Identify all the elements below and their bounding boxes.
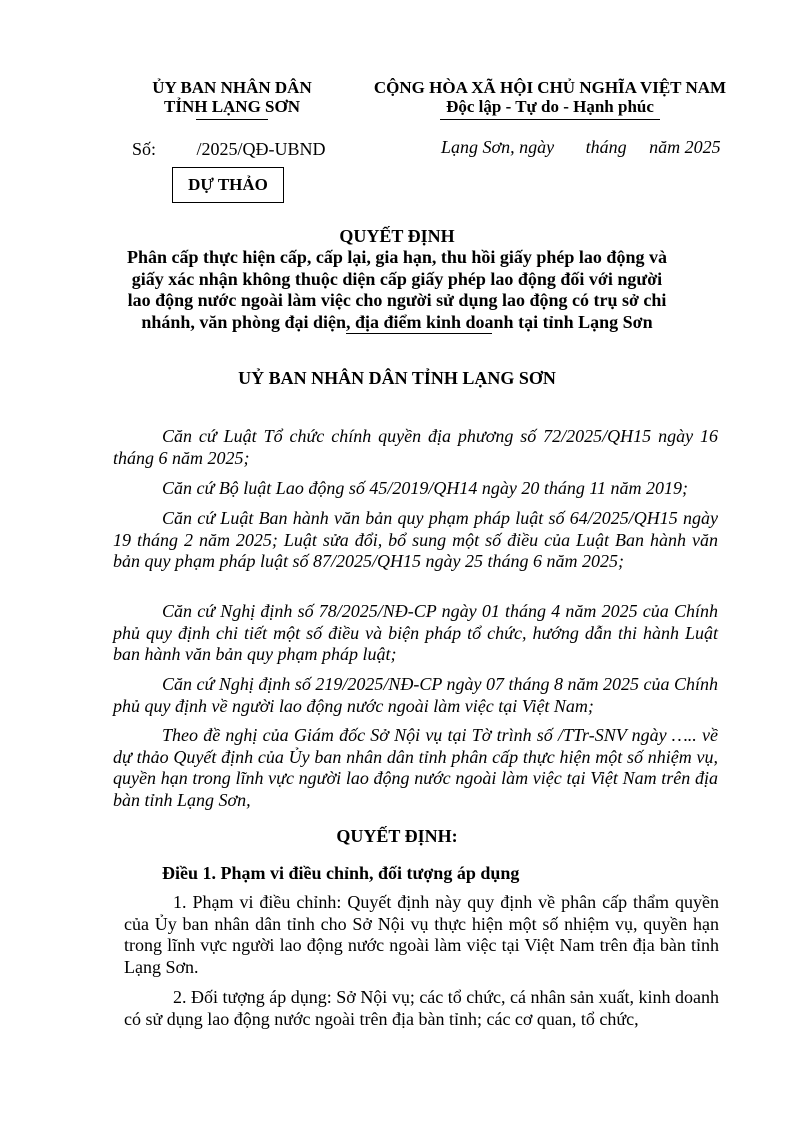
- place-date: Lạng Sơn, ngày tháng năm 2025: [441, 137, 721, 157]
- draft-badge: DỰ THẢO: [172, 167, 284, 203]
- motto-underline: [440, 119, 660, 120]
- issuer-heading: UỶ BAN NHÂN DÂN TỈNH LẠNG SƠN: [238, 368, 556, 388]
- subject-underline: [346, 333, 492, 334]
- nation-motto: Độc lập - Tự do - Hạnh phúc: [446, 97, 654, 116]
- proposal-basis: Theo đề nghị của Giám đốc Sở Nội vụ tại Tờ trình số /TTr-SNV ngày ….. về dự thảo Quyết định của Ủy ban nhân dân tỉnh phân cấp thực hiện một số nhiệm vụ, quyền hạn trong lĩnh vực người lao động nước ngoài làm việc tại Việt Nam trên địa bàn tỉnh Lạng Sơn,: [113, 725, 718, 810]
- agency-name-line2: TỈNH LẠNG SƠN: [163, 97, 301, 116]
- article-1-clause-2: 2. Đối tượng áp dụng: Sở Nội vụ; các tổ chức, cá nhân sản xuất, kinh doanh có sử dụng lao động nước ngoài trên địa bàn tỉnh; các cơ quan, tổ chức,: [124, 987, 719, 1029]
- legal-basis-item: Căn cứ Nghị định số 219/2025/NĐ-CP ngày 07 tháng 8 năm 2025 của Chính phủ quy định về người lao động nước ngoài làm việc tại Việt Nam;: [113, 674, 718, 716]
- decide-heading: QUYẾT ĐỊNH:: [336, 826, 458, 846]
- legal-basis-item: Căn cứ Bộ luật Lao động số 45/2019/QH14 ngày 20 tháng 11 năm 2019;: [162, 478, 688, 498]
- decision-title: QUYẾT ĐỊNH: [339, 226, 455, 246]
- agency-underline: [196, 119, 268, 120]
- decision-subject: Phân cấp thực hiện cấp, cấp lại, gia hạn, thu hồi giấy phép lao động và giấy xác nhận không thuộc diện cấp giấy phép lao động đối với người lao động nước ngoài làm việc cho người sử dụng lao động có trụ sở chi nhánh, văn phòng đại diện, địa điểm kinh doanh tại tỉnh Lạng Sơn: [127, 247, 667, 332]
- document-number: Số: /2025/QĐ-UBND: [132, 139, 326, 159]
- legal-basis-item: Căn cứ Luật Tổ chức chính quyền địa phương số 72/2025/QH15 ngày 16 tháng 6 năm 2025;: [113, 426, 718, 468]
- legal-basis-item: Căn cứ Luật Ban hành văn bản quy phạm pháp luật số 64/2025/QH15 ngày 19 tháng 2 năm 2025; Luật sửa đổi, bổ sung một số điều của Luật Ban hành văn bản quy phạm pháp luật số 87/2025/QH15 ngày 25 tháng 6 năm 2025;: [113, 508, 718, 571]
- legal-basis-item: Căn cứ Nghị định số 78/2025/NĐ-CP ngày 01 tháng 4 năm 2025 của Chính phủ quy định chi tiết một số điều và biện pháp tổ chức, hướng dẫn thi hành Luật ban hành văn bản quy phạm pháp luật;: [113, 601, 718, 664]
- article-1-title: Điều 1. Phạm vi điều chỉnh, đối tượng áp dụng: [162, 863, 520, 883]
- agency-name-line1: ỦY BAN NHÂN DÂN: [152, 78, 312, 97]
- nation-title: CỘNG HÒA XÃ HỘI CHỦ NGHĨA VIỆT NAM: [373, 78, 727, 97]
- article-1-clause-1: 1. Phạm vi điều chỉnh: Quyết định này quy định về phân cấp thẩm quyền của Ủy ban nhân dân tỉnh cho Sở Nội vụ thực hiện một số nhiệm vụ, quyền hạn trong lĩnh vực người lao động nước ngoài làm việc tại Việt Nam trên địa bàn tỉnh Lạng Sơn.: [124, 892, 719, 977]
